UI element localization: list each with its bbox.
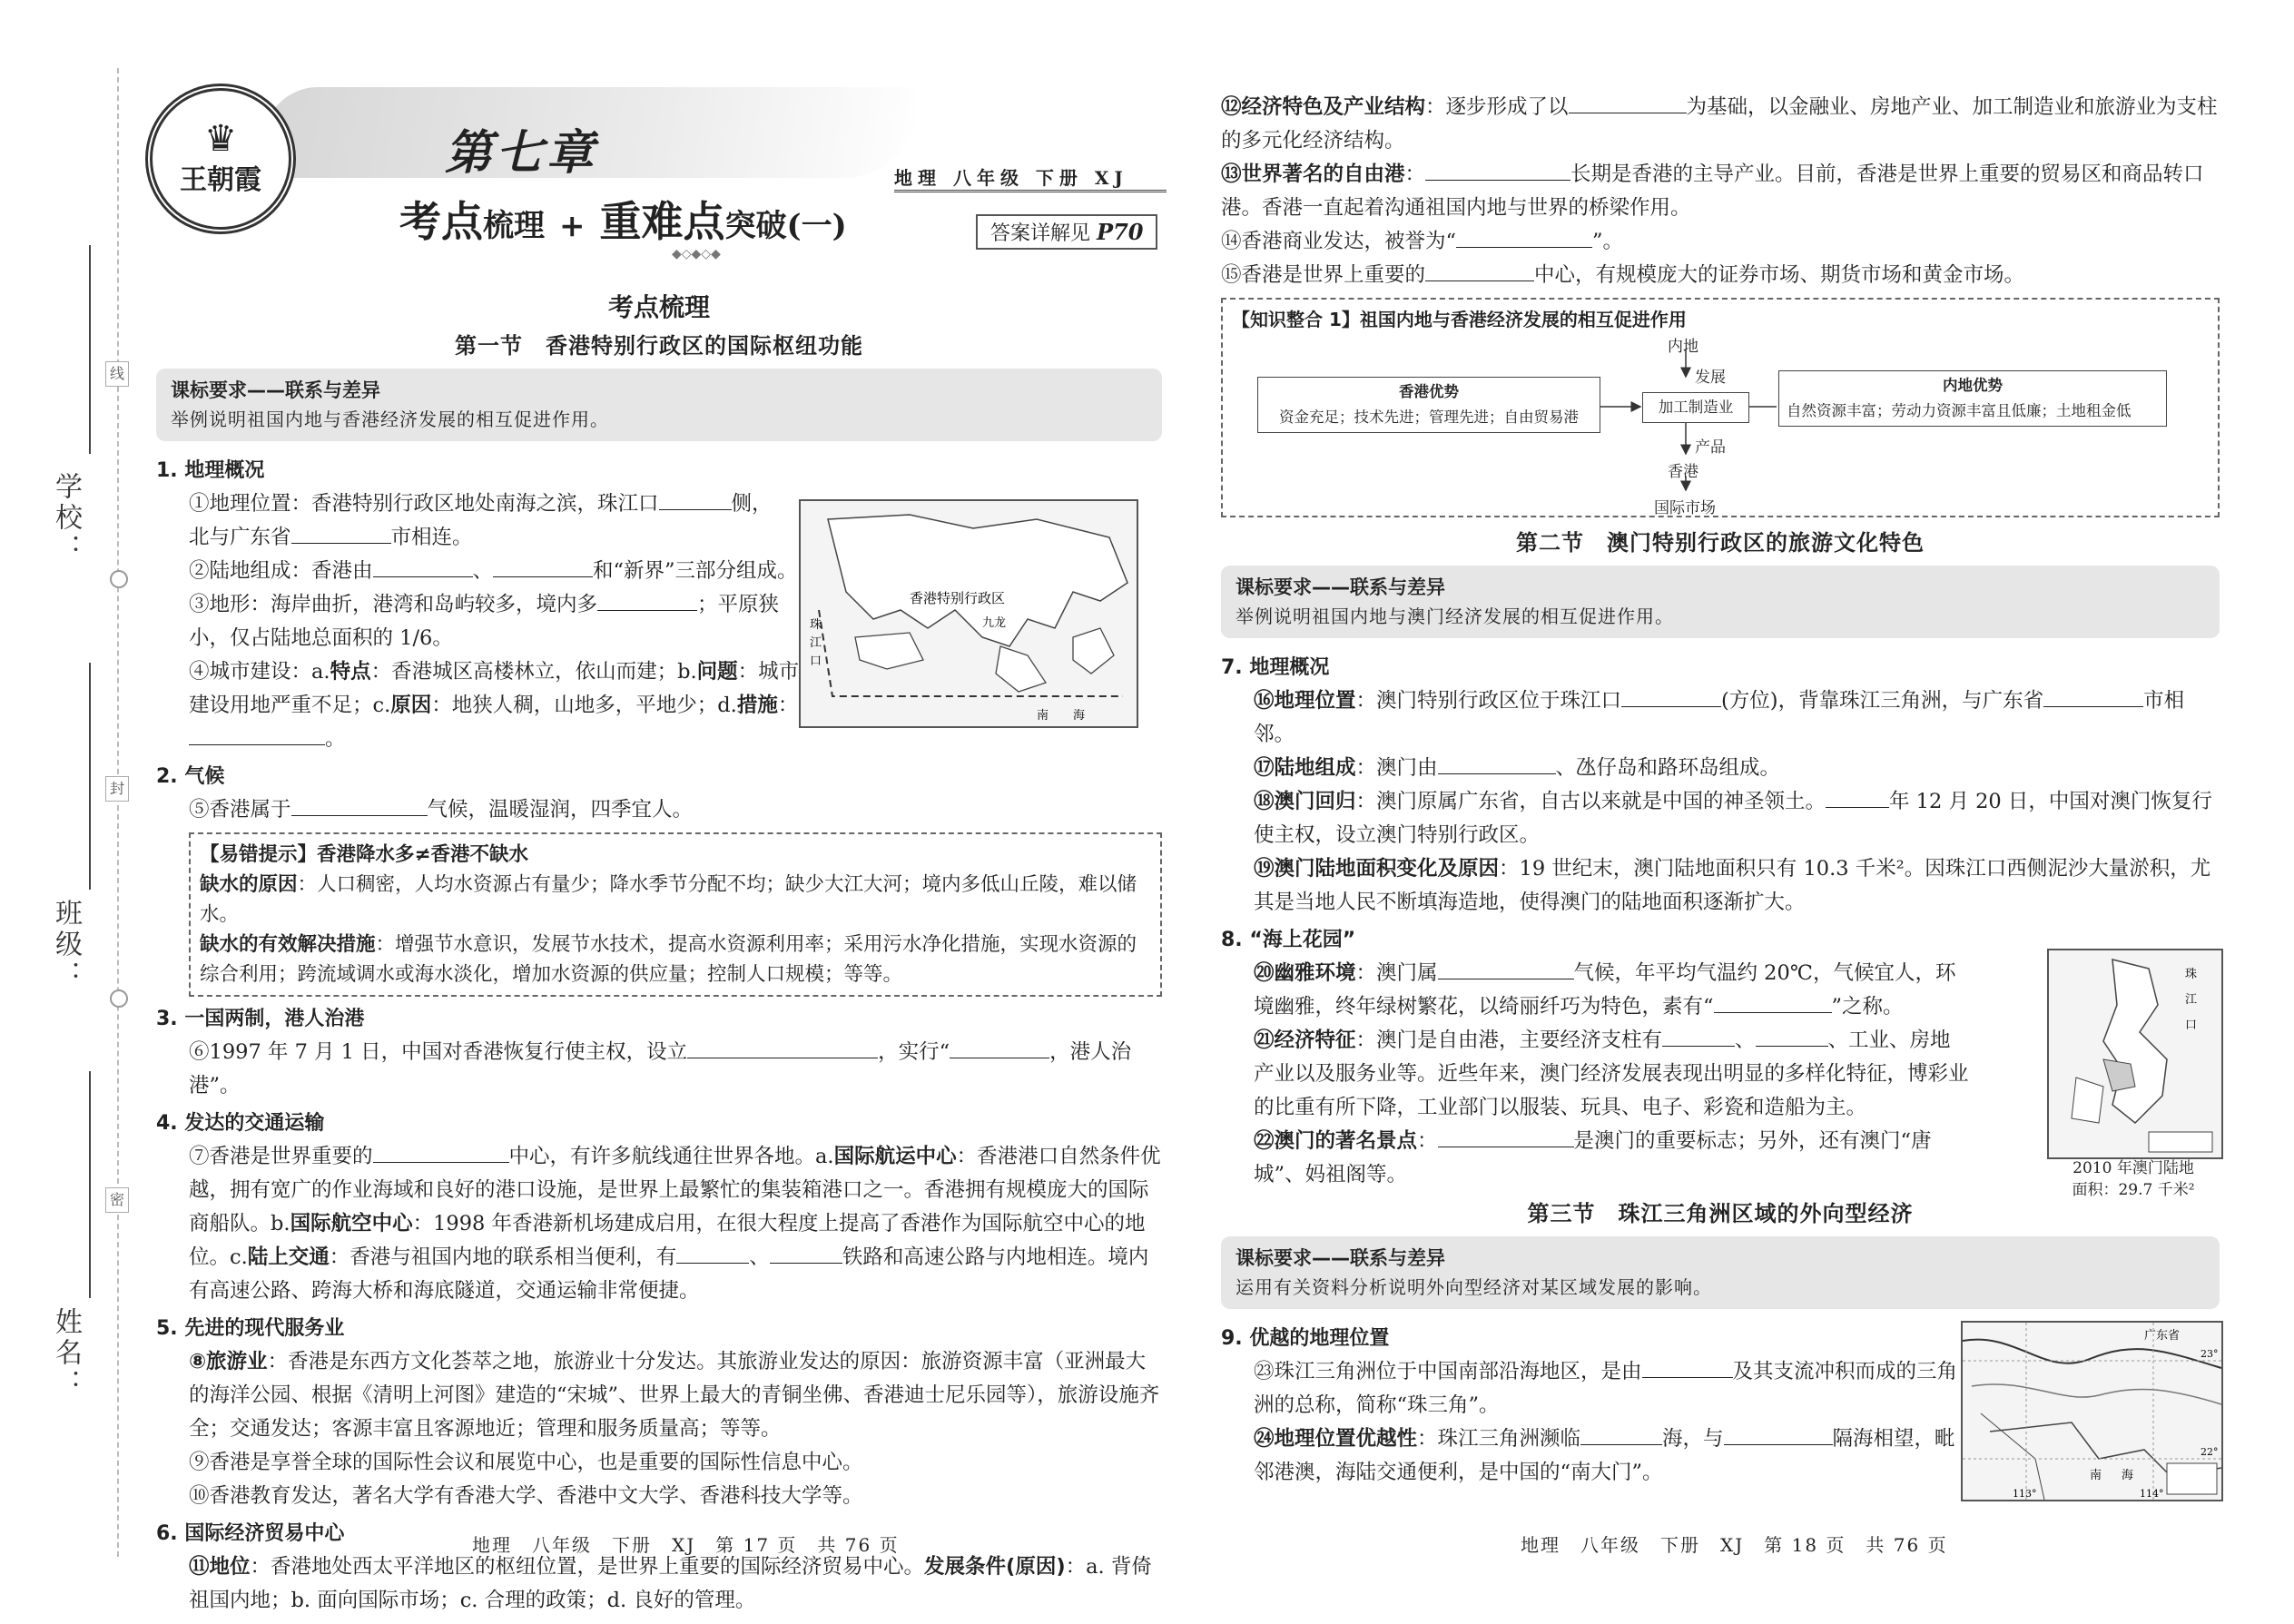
text: ：增强节水意识，发展节水技术，提高水资源利用率；采用污水净化措施，实现水资源的综合利用；跨流域调水或海水淡化，增加水资源的供应量；控制人口规模；等等。	[200, 933, 1137, 986]
text: 为基础，以金融业、房地产业、加工制造业和旅游业为支柱的多元化经济结构。	[1221, 95, 2218, 153]
brand-logo	[145, 84, 296, 234]
binding-hole	[110, 570, 128, 588]
text: 及其支流冲积而成的三角洲的总称，简称“珠三角”。	[1254, 1360, 1958, 1417]
macau-map	[2047, 949, 2223, 1159]
right-column	[1221, 91, 2220, 1490]
section3-title: 第三节 珠江三角洲区域的外向型经济	[1527, 1201, 1914, 1226]
diagram-label-product: 产品	[1695, 438, 1726, 457]
answer-prefix: 答案详解见	[990, 222, 1091, 245]
fill-blank[interactable]	[1425, 160, 1570, 181]
hk-advantage-title: 香港优势	[1399, 383, 1459, 400]
subtitle-plus: +	[559, 208, 586, 244]
text: 、	[472, 559, 494, 583]
map-label-lat23: 23°	[2200, 1348, 2219, 1360]
fill-blank[interactable]	[1662, 1026, 1735, 1047]
text: 市相邻。	[1254, 689, 2185, 746]
text: 建设用地严重不足；c.	[189, 694, 391, 717]
keyword: ⑱澳门回归	[1254, 790, 1356, 813]
keyword: ⑫经济特色及产业结构	[1221, 95, 1426, 119]
fill-blank[interactable]	[1724, 1424, 1833, 1445]
text: ：1998 年香港新机场建成启用，在很大程度上提高了香港作为国际航空中心的地位。c.	[189, 1212, 1146, 1269]
requirement-text: 举例说明祖国内地与香港经济发展的相互促进作用。	[171, 408, 609, 430]
requirement-title: 课标要求——联系与差异	[1236, 576, 1445, 598]
text: ⑦香港是世界重要的	[189, 1145, 373, 1168]
class-write-line[interactable]	[89, 663, 91, 890]
fill-blank[interactable]	[1438, 753, 1556, 774]
school-write-line[interactable]	[89, 245, 91, 454]
text: ：香港城区高楼林立，依山而建；b.	[370, 660, 697, 684]
name-write-line[interactable]	[89, 1071, 91, 1298]
fill-blank[interactable]	[1826, 787, 1889, 808]
fill-blank[interactable]	[659, 489, 732, 510]
text: ：澳门原属广东省，自古以来就是中国的神圣领土。	[1355, 790, 1826, 813]
keyword: ⑬世界著名的自由港	[1221, 162, 1405, 186]
keyword: ⑳幽雅环境	[1254, 961, 1356, 985]
binding-strip	[0, 0, 124, 1624]
page-subtitle	[399, 189, 847, 249]
hk-advantage-box	[1257, 377, 1600, 433]
text: ①地理位置：香港特别行政区地处南海之滨，珠江口	[189, 492, 659, 516]
keyword: 措施	[736, 694, 778, 717]
keyword: ⑲澳门陆地面积变化及原因	[1254, 857, 1500, 881]
text: 和“新界”三部分组成。	[593, 559, 798, 583]
hong-kong-map-drawing	[801, 501, 1137, 726]
text: 北与广东省	[189, 526, 291, 549]
keyword: 缺水的原因	[200, 873, 298, 896]
fill-blank[interactable]	[2043, 686, 2143, 707]
macau-map-drawing	[2049, 950, 2221, 1157]
fill-blank[interactable]	[1569, 93, 1687, 113]
text: 侧，	[731, 492, 773, 516]
text: ：香港港口自然条件优越，拥有宽广的作业海域和良好的港口设施，是世界上最繁忙的集装箱港口之一。香港拥有规模庞大的国际商船队。b.	[189, 1145, 1161, 1235]
geo-overview-block	[156, 487, 806, 756]
hk-advantage-text: 资金充足；技术先进；管理先进；自由贸易港	[1279, 408, 1579, 426]
heading-9: 9. 优越的地理位置	[1221, 1327, 1390, 1350]
diagram-label-mainland: 内地	[1668, 338, 1698, 356]
fill-blank[interactable]	[950, 1038, 1049, 1058]
keyword: 陆上交通	[247, 1245, 330, 1269]
keyword: ⑰陆地组成	[1254, 756, 1356, 780]
error-tip-box	[189, 832, 1162, 997]
name-label: 姓名：	[50, 1307, 82, 1400]
prd-map-drawing	[1963, 1323, 2221, 1500]
text: 气候，年平均气温约 20℃，气候宜人，环境幽雅，终年绿树繁花，以绮丽纤巧为特色，素有“	[1254, 961, 1956, 1019]
text: 。	[325, 727, 346, 751]
fill-blank[interactable]	[1456, 227, 1592, 248]
keyword: ⑪地位	[189, 1555, 251, 1579]
map-legend	[2149, 1132, 2212, 1152]
text: ：澳门是自由港，主要经济支柱有	[1355, 1029, 1663, 1052]
keyword: ⑯地理位置	[1254, 689, 1356, 713]
text: 气候，温暖湿润，四季宜人。	[427, 798, 694, 822]
text: 、工业、房地产业以及服务业等。近些年来，澳门经济发展表现出明显的多样化特征，博彩业的比重有所下降，工业部门以服装、玩具、电子、彩瓷和造船为主。	[1254, 1029, 1969, 1119]
map-label: 口	[810, 655, 822, 668]
main-section-title: 考点梳理	[607, 292, 710, 322]
heading-5: 5. 先进的现代服务业	[156, 1317, 345, 1340]
diagram-label-hk: 香港	[1668, 463, 1698, 481]
class-label: 班级：	[50, 899, 82, 991]
heading-2: 2. 气候	[156, 765, 225, 788]
sea-garden-block	[1221, 957, 1971, 1192]
book-tag-text: 地理 八年级 下册 XJ	[894, 163, 1167, 192]
fill-blank[interactable]	[1756, 1026, 1828, 1047]
text: ：逐步形成了以	[1425, 95, 1569, 119]
fill-blank[interactable]	[291, 795, 428, 816]
text: 年 12 月 20 日，中国对澳门恢复行使主权，设立澳门特别行政区。	[1254, 790, 2212, 847]
pearl-river-delta-map	[1961, 1321, 2223, 1501]
school-label: 学校：	[50, 472, 82, 565]
one-country-line	[156, 1036, 1162, 1103]
text: ：澳门特别行政区位于珠江口	[1355, 689, 1622, 713]
heading-4: 4. 发达的交通运输	[156, 1112, 325, 1135]
text: ，实行“	[878, 1040, 950, 1064]
macau-overview-block	[1221, 684, 2220, 920]
text: ：澳门由	[1355, 756, 1438, 780]
text: ③地形：海岸曲折，港湾和岛屿较多，境内多	[189, 593, 598, 616]
text: ⑮香港是世界上重要的	[1221, 263, 1426, 287]
left-column	[156, 290, 1162, 1618]
text: ：a. 背倚祖国内地；b. 面向国际市场；c. 合理的政策；d. 良好的管理。	[189, 1555, 1152, 1612]
requirement-text: 举例说明祖国内地与澳门经济发展的相互促进作用。	[1236, 605, 1674, 627]
fill-blank[interactable]	[1425, 261, 1534, 281]
map-label-lon114: 114°	[2140, 1488, 2164, 1500]
mainland-advantage-title: 内地优势	[1943, 377, 2003, 394]
section2-title: 第二节 澳门特别行政区的旅游文化特色	[1516, 530, 1925, 556]
map-label-lon113: 113°	[2013, 1488, 2037, 1500]
book-tag	[894, 163, 1167, 192]
section1-title: 第一节 香港特别行政区的国际枢纽功能	[455, 333, 863, 359]
text: ⑥1997 年 7 月 1 日，中国对香港恢复行使主权，设立	[189, 1040, 688, 1064]
map-label-hksar: 香港特别行政区	[910, 590, 1006, 606]
text: ⑩香港教育发达，著名大学有香港大学、香港中文大学、香港科技大学等。	[189, 1484, 863, 1508]
keyword: 原因	[390, 694, 432, 717]
subtitle-part2: 梳理	[483, 208, 545, 244]
fill-blank[interactable]	[1580, 1424, 1662, 1445]
heading-1: 1. 地理概况	[156, 459, 265, 482]
logo-text: 王朝霞	[180, 164, 261, 196]
text: 中心，有规模庞大的证券市场、期货市场和黄金市场。	[1534, 263, 2025, 287]
keyword: 问题	[696, 660, 738, 684]
text: ⑭香港商业发达，被誉为“	[1221, 230, 1457, 253]
prd-location-block	[1221, 1355, 1962, 1490]
map-label-kowloon: 九龙	[982, 616, 1007, 630]
text: 、氹仔岛和路环岛组成。	[1555, 756, 1781, 780]
heading-3: 3. 一国两制，港人治港	[156, 1008, 365, 1030]
text: (方位)，背靠珠江三角洲，与广东省	[1721, 689, 2044, 713]
fill-blank[interactable]	[1438, 959, 1574, 979]
right-page-footer: 地理 八年级 下册 XJ 第 18 页 共 76 页	[1521, 1534, 1948, 1556]
text: ②陆地组成：香港由	[189, 559, 373, 583]
text: ：香港是东西方文化荟萃之地，旅游业十分发达。其旅游业发达的原因：旅游资源丰富（亚洲最大的海洋公园、根据《清明上河图》建造的“宋城”、世界上最大的青铜坐佛、香港迪士尼乐园等），旅游设施齐全；交通发达；客源丰富且客源地近；管理和服务质量高；等等。	[189, 1350, 1160, 1441]
fill-blank[interactable]	[1621, 686, 1721, 707]
keyword: 发展条件(原因)	[924, 1555, 1066, 1579]
text: ：19 世纪末，澳门陆地面积只有 10.3 千米²。因珠江口西侧泥沙大量淤积，尤其是当地人民不断填海造地，使得澳门的陆地面积逐渐扩大。	[1254, 857, 2211, 914]
text: 、	[1735, 1029, 1756, 1052]
hong-kong-map	[799, 499, 1138, 728]
keyword: ㉑经济特征	[1254, 1029, 1356, 1052]
caption-line-1: 2010 年澳门陆地	[2072, 1159, 2194, 1177]
binding-dashed-line	[117, 68, 119, 1557]
text: ㉓珠江三角洲位于中国南部沿海地区，是由	[1254, 1360, 1642, 1383]
text: ：珠江三角洲濒临	[1417, 1427, 1581, 1451]
decorative-dots: ◆◇◆◇◆	[672, 247, 721, 261]
answer-page: P70	[1097, 219, 1144, 245]
transport-paragraph	[156, 1140, 1162, 1308]
map-label: 南	[2090, 1469, 2102, 1482]
heading-7: 7. 地理概况	[1221, 656, 1330, 679]
text: ”。	[1592, 230, 1624, 253]
text: ：	[777, 694, 799, 717]
fill-blank[interactable]	[597, 590, 697, 611]
crown-icon: ♛	[204, 118, 237, 160]
map-label: 南	[1037, 709, 1049, 723]
services-block	[156, 1345, 1162, 1513]
text: ⑨香港是享誉全球的国际性会议和展览中心，也是重要的国际性信息中心。	[189, 1451, 863, 1474]
diagram-title: 【知识整合 1】祖国内地与香港经济发展的相互促进作用	[1232, 309, 1687, 330]
text: ：城市	[737, 660, 800, 684]
text: 、	[749, 1245, 770, 1269]
seal-char-mi: 密	[105, 1187, 129, 1213]
text: 长期是香港的主导产业。目前，香港是世界上重要的贸易区和商品转口港。香港一直起着沟通祖国内地与世界的桥梁作用。	[1221, 162, 2204, 220]
text: ：地狭人稠，山地多，平地少；d.	[431, 694, 737, 717]
text: ，港人治港”。	[189, 1040, 1132, 1097]
curriculum-requirement-box-3	[1221, 1236, 2220, 1309]
fill-blank[interactable]	[373, 556, 473, 577]
map-label: 海	[2122, 1469, 2134, 1482]
fill-blank[interactable]	[1438, 1127, 1574, 1147]
curriculum-requirement-box-2	[1221, 566, 2220, 638]
text: ：香港地处西太平洋地区的枢纽位置，是世界上重要的国际经济贸易中心。	[250, 1555, 925, 1579]
fill-blank[interactable]	[189, 724, 325, 745]
requirement-title: 课标要求——联系与差异	[1236, 1247, 1445, 1269]
diagram-label-develop: 发展	[1695, 369, 1726, 387]
fill-blank[interactable]	[676, 1243, 749, 1264]
text: 海，与	[1662, 1427, 1724, 1451]
mainland-advantage-text: 自然资源丰富；劳动力资源丰富且低廉；土地租金低	[1787, 402, 2132, 419]
mainland-advantage-box	[1778, 370, 2167, 427]
seal-char-xian: 线	[105, 361, 129, 387]
map-label: 珠	[810, 618, 822, 632]
left-page-footer: 地理 八年级 下册 XJ 第 17 页 共 76 页	[472, 1534, 900, 1556]
fill-blank[interactable]	[291, 523, 391, 544]
map-label: 江	[2185, 993, 2198, 1007]
text: 铁路和高速公路与内地相连。境内有高速公路、跨海大桥和海底隧道，交通运输非常便捷。	[189, 1245, 1149, 1303]
text: ⑤香港属于	[189, 798, 291, 822]
keyword: 缺水的有效解决措施	[200, 933, 376, 956]
binding-hole	[110, 989, 128, 1008]
text: ：	[1417, 1129, 1438, 1153]
macau-map-caption	[2047, 1157, 2220, 1201]
fill-blank[interactable]	[770, 1243, 842, 1264]
fill-blank[interactable]	[493, 556, 593, 577]
heading-8: 8. “海上花园”	[1221, 929, 1356, 951]
text: 中心，有许多航线通往世界各地。a.	[508, 1145, 834, 1168]
climate-line	[156, 793, 1162, 827]
text: ④城市建设：a.	[189, 660, 330, 684]
keyword: ⑧旅游业	[189, 1350, 268, 1373]
answer-reference	[976, 214, 1157, 250]
tip-title: 【易错提示】香港降水多≠香港不缺水	[200, 843, 529, 866]
fill-blank[interactable]	[687, 1038, 878, 1058]
map-label-lat22: 22°	[2200, 1446, 2219, 1458]
processing-industry-box: 加工制造业	[1642, 392, 1749, 423]
text: 小，仅占陆地总面积的 1/6。	[189, 626, 453, 650]
map-label: 海	[1073, 709, 1086, 723]
map-label: 珠	[2185, 968, 2198, 981]
subtitle-part3: 重难点	[599, 197, 725, 246]
trade-center-line	[156, 1550, 1162, 1618]
map-label: 江	[810, 636, 822, 650]
diagram-label-intl-market: 国际市场	[1654, 499, 1716, 517]
curriculum-requirement-box	[156, 369, 1162, 441]
keyword: ㉒澳门的著名景点	[1254, 1129, 1418, 1153]
fill-blank[interactable]	[1714, 992, 1832, 1013]
text: 是澳门的重要标志；另外，还有澳门“唐城”、妈祖阁等。	[1254, 1129, 1932, 1186]
text: ：澳门属	[1355, 961, 1438, 985]
fill-blank[interactable]	[1642, 1357, 1733, 1378]
keyword: 国际航空中心	[290, 1212, 413, 1235]
text: ；平原狭	[697, 593, 780, 616]
subtitle-part1: 考点	[399, 197, 483, 246]
fill-blank[interactable]	[373, 1142, 509, 1163]
knowledge-integration-diagram	[1221, 298, 2220, 517]
text: ：香港与祖国内地的联系相当便利，有	[329, 1245, 677, 1269]
requirement-text: 运用有关资料分析说明外向型经济对某区域发展的影响。	[1236, 1276, 1712, 1298]
text: ”之称。	[1831, 995, 1904, 1019]
seal-char-feng: 封	[105, 776, 129, 802]
text: ：	[1404, 162, 1426, 186]
keyword: 特点	[330, 660, 371, 684]
map-label: 口	[2185, 1019, 2198, 1032]
requirement-title: 课标要求——联系与差异	[171, 379, 380, 401]
map-legend	[2167, 1463, 2217, 1494]
subtitle-part4: 突破(一)	[724, 208, 847, 244]
text: 隔海相望，毗邻港澳，海陆交通便利，是中国的“南大门”。	[1254, 1427, 1955, 1484]
map-label-guangdong: 广东省	[2144, 1329, 2181, 1343]
chapter-title: 第七章	[445, 125, 598, 181]
keyword: 国际航运中心	[833, 1145, 957, 1168]
heading-6: 6. 国际经济贸易中心	[156, 1522, 345, 1545]
text: 市相连。	[390, 526, 473, 549]
keyword: ㉔地理位置优越性	[1254, 1427, 1418, 1451]
caption-line-2: 面积：29.7 千米²	[2072, 1181, 2195, 1199]
text: ：人口稠密，人均水资源占有量少；降水季节分配不均；缺少大江大河；境内多低山丘陵，难以储水。	[200, 873, 1137, 926]
